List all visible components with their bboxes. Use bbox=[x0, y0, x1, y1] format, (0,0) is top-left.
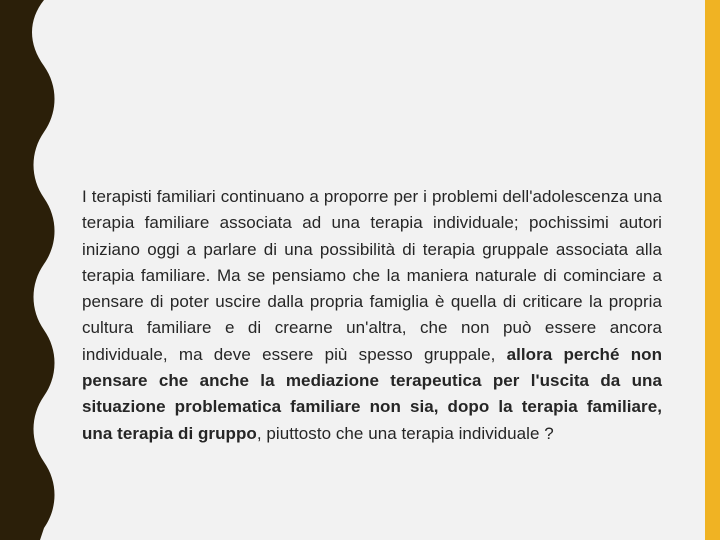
body-paragraph bbox=[82, 184, 662, 447]
right-accent-bar bbox=[705, 0, 720, 540]
wave-shape bbox=[0, 0, 55, 540]
paragraph-bold-text: allora perché non pensare che anche la mediazione terapeutica per l'uscita da una situazione problematica familiare non sia, dopo la terapia familiare, una terapia di gruppo bbox=[82, 344, 663, 443]
left-wave-border bbox=[0, 0, 60, 540]
paragraph-text: I terapisti familiari continuano a proporre per i problemi dell'adolescenza una terapia familiare associata ad una terapia individuale; pochissimi autori iniziano oggi a parlare di una possibilità di terapia gruppale associata alla terapia familiare. Ma se pensiamo che la maniera naturale di cominciare a pensare di poter uscire dalla propria famiglia è quella di criticare la propria cultura familiare e di crearne un'altra, che non può essere ancora individuale, ma deve essere più spesso gruppale, bbox=[82, 187, 662, 364]
paragraph-end-text: , piuttosto che una terapia individuale ? bbox=[256, 423, 554, 443]
